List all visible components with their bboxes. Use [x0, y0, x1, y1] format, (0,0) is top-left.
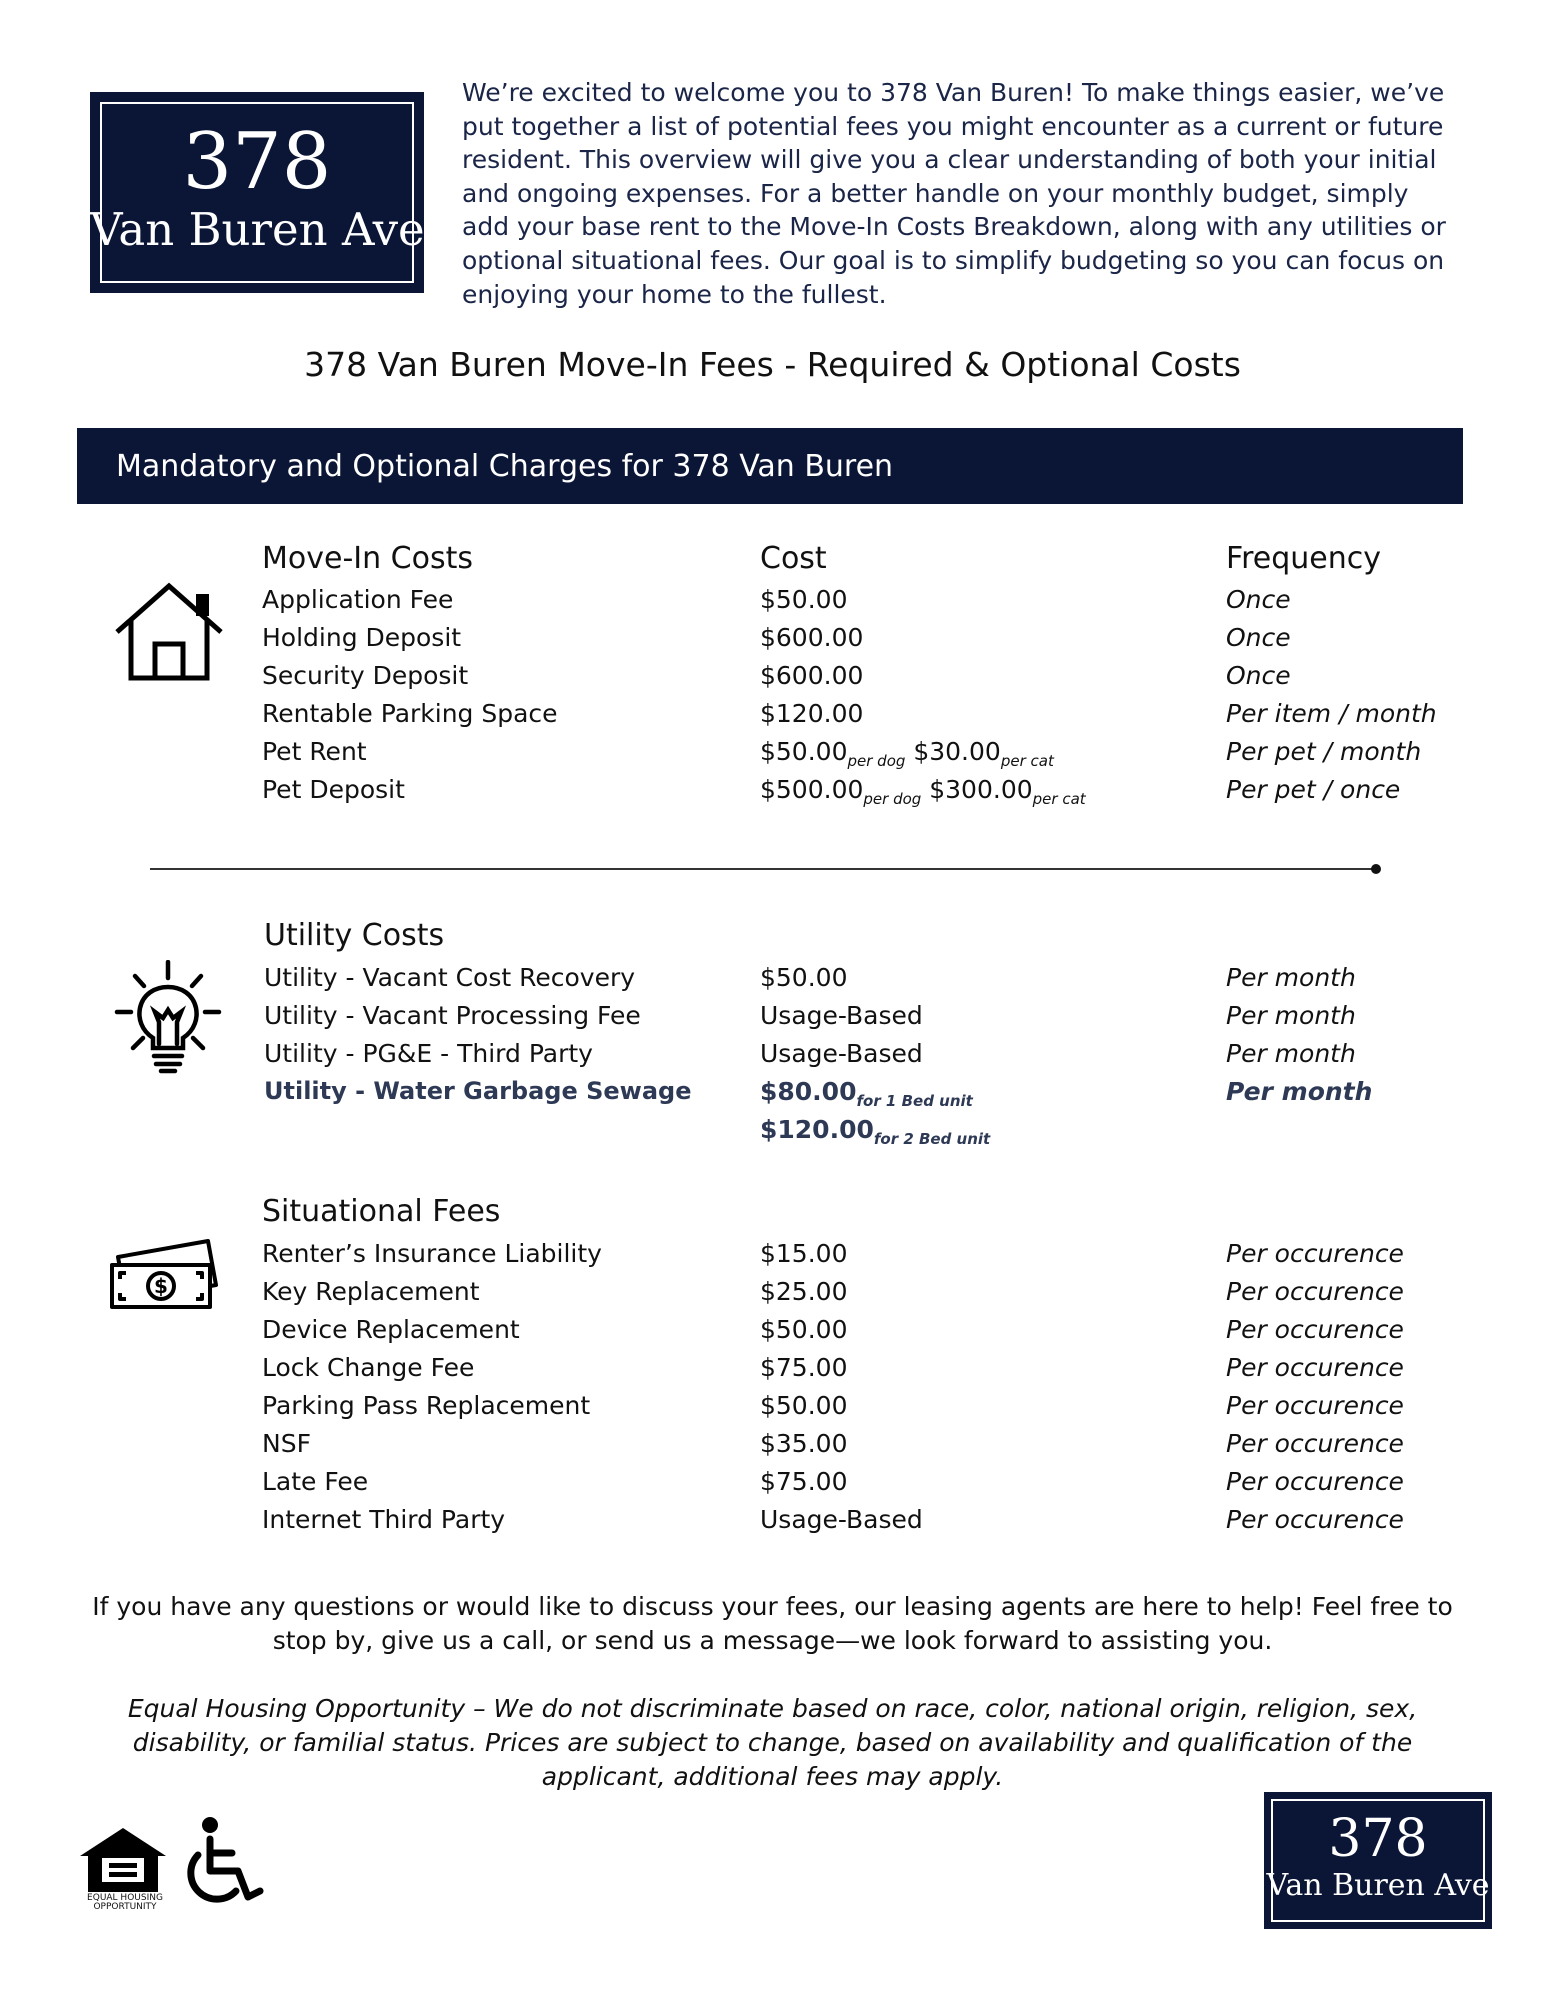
fee-cost: $600.00 — [760, 661, 864, 690]
divider-endpoint — [1371, 864, 1381, 874]
fee-label: Rentable Parking Space — [262, 699, 558, 728]
fee-cost: $35.00 — [760, 1429, 848, 1458]
logo-number: 378 — [1328, 1809, 1428, 1869]
accessibility-icon — [180, 1815, 268, 1915]
fee-label: Utility - PG&E - Third Party — [264, 1039, 593, 1068]
table-row — [0, 699, 1545, 737]
equal-housing-icon — [78, 1826, 168, 1898]
fee-cost: Usage-Based — [760, 1001, 923, 1030]
equal-housing-statement: Equal Housing Opportunity – We do not discriminate based on race, color, national origin, religion, sex, disability, or familial status. Prices are subject to change, based on availability and qualification of the applicant, additional fees may apply. — [127, 1694, 1418, 1791]
fee-frequency: Per occurence — [1226, 1353, 1404, 1382]
cost-dog-qualifier: per dog — [847, 752, 906, 770]
fee-frequency: Per occurence — [1226, 1277, 1404, 1306]
cost-dog: $50.00 — [760, 737, 848, 766]
fee-frequency: Per occurence — [1226, 1315, 1404, 1344]
fee-label: Pet Deposit — [262, 775, 405, 804]
fee-cost: $50.00 — [760, 1315, 848, 1344]
cost-dog: $500.00 — [760, 775, 864, 804]
fee-cost: $75.00 — [760, 1467, 848, 1496]
table-row — [0, 1391, 1545, 1429]
fee-label: Utility - Vacant Cost Recovery — [264, 963, 636, 992]
fee-frequency: Per month — [1226, 1001, 1356, 1030]
logo-bottom — [1264, 1792, 1492, 1929]
fee-label: Internet Third Party — [262, 1505, 506, 1534]
fee-label: Pet Rent — [262, 737, 367, 766]
table-row — [0, 1239, 1545, 1277]
caption-line: EQUAL HOUSING — [87, 1893, 163, 1903]
table-row — [0, 1001, 1545, 1039]
banner-text: Mandatory and Optional Charges for 378 Van Buren — [116, 449, 894, 484]
utility-heading: Utility Costs — [264, 918, 445, 953]
caption-line: OPPORTUNITY — [93, 1902, 157, 1912]
fee-label: Security Deposit — [262, 661, 469, 690]
cost-dog-qualifier: per dog — [863, 790, 922, 808]
fee-frequency: Per occurence — [1226, 1505, 1404, 1534]
cost-cat-qualifier: per cat — [1000, 752, 1054, 770]
section-divider — [150, 868, 1376, 870]
cost-cat: $300.00 — [929, 775, 1033, 804]
fee-cost: $50.00 — [760, 585, 848, 614]
fee-frequency: Once — [1226, 585, 1291, 614]
table-row — [0, 1277, 1545, 1315]
fee-frequency: Per month — [1226, 1039, 1356, 1068]
table-row — [0, 1467, 1545, 1505]
fee-frequency: Per occurence — [1226, 1467, 1404, 1496]
cost-2-bed-qualifier: for 2 Bed unit — [873, 1130, 991, 1148]
fee-label: Lock Change Fee — [262, 1353, 475, 1382]
fee-cost: $75.00 — [760, 1353, 848, 1382]
fee-label: Holding Deposit — [262, 623, 462, 652]
cost-heading: Cost — [760, 541, 827, 576]
fee-label: Device Replacement — [262, 1315, 520, 1344]
table-row — [0, 585, 1545, 623]
cost-cat: $30.00 — [913, 737, 1001, 766]
logo-street: Van Buren Ave — [90, 203, 425, 256]
intro-paragraph: We’re excited to welcome you to 378 Van Buren! To make things easier, we’ve put together a list of potential fees you might encounter as a current or future resident. This overview will give you a clear understanding of both your initial and ongoing expenses. For a better handle on your monthly budget, simply add your base rent to the Move-In Costs Breakdown, along with any utilities or optional situational fees. Our goal is to simplify budgeting so you can focus on enjoying your home to the fullest. — [462, 78, 1446, 309]
fee-cost — [760, 1115, 990, 1148]
table-row — [0, 661, 1545, 699]
table-row — [0, 1077, 1545, 1115]
fee-frequency: Per occurence — [1226, 1239, 1404, 1268]
closing-paragraph: If you have any questions or would like to discuss your fees, our leasing agents are here to help! Feel free to stop by, give us a call, or send us a message—we look forward to assisting you. — [92, 1592, 1453, 1655]
frequency-heading: Frequency — [1226, 541, 1381, 576]
fee-cost: $120.00 — [760, 699, 864, 728]
fee-cost — [760, 1077, 973, 1110]
table-row — [0, 1315, 1545, 1353]
fee-label: Renter’s Insurance Liability — [262, 1239, 602, 1268]
fee-cost: Usage-Based — [760, 1039, 923, 1068]
table-row — [0, 963, 1545, 1001]
table-row — [0, 623, 1545, 661]
fee-frequency: Per month — [1226, 1077, 1373, 1106]
svg-text:$: $ — [154, 1274, 168, 1298]
fee-cost — [760, 775, 1086, 808]
table-row — [0, 775, 1545, 813]
fee-frequency: Per month — [1226, 963, 1356, 992]
cost-cat-qualifier: per cat — [1032, 790, 1086, 808]
cost-1-bed: $80.00 — [760, 1077, 857, 1106]
fee-cost: $50.00 — [760, 963, 848, 992]
table-row — [0, 1353, 1545, 1391]
table-row — [0, 1429, 1545, 1467]
fee-cost — [760, 737, 1054, 770]
logo-top — [90, 92, 424, 293]
table-row — [0, 1039, 1545, 1077]
fee-frequency: Once — [1226, 623, 1291, 652]
fee-label: NSF — [262, 1429, 311, 1458]
table-row-continuation — [0, 1115, 1545, 1153]
fee-label: Late Fee — [262, 1467, 369, 1496]
fee-cost: $25.00 — [760, 1277, 848, 1306]
fee-frequency: Per item / month — [1226, 699, 1437, 728]
fee-frequency: Once — [1226, 661, 1291, 690]
move-in-heading: Move-In Costs — [262, 541, 473, 576]
situational-heading: Situational Fees — [262, 1194, 501, 1229]
cost-2-bed: $120.00 — [760, 1115, 874, 1144]
table-row — [0, 1505, 1545, 1543]
logo-street: Van Buren Ave — [1266, 1868, 1490, 1903]
fee-frequency: Per pet / once — [1226, 775, 1401, 804]
fee-cost: $50.00 — [760, 1391, 848, 1420]
equal-housing-caption — [80, 1894, 170, 1912]
fee-label: Utility - Water Garbage Sewage — [264, 1077, 692, 1105]
section-banner — [77, 428, 1463, 504]
fee-label: Application Fee — [262, 585, 454, 614]
fee-cost: $600.00 — [760, 623, 864, 652]
fee-label: Parking Pass Replacement — [262, 1391, 591, 1420]
table-row — [0, 737, 1545, 775]
fee-frequency: Per occurence — [1226, 1429, 1404, 1458]
fee-cost: Usage-Based — [760, 1505, 923, 1534]
cost-1-bed-qualifier: for 1 Bed unit — [856, 1092, 973, 1110]
fee-label: Utility - Vacant Processing Fee — [264, 1001, 641, 1030]
document-title: 378 Van Buren Move-In Fees - Required & Optional Costs — [304, 345, 1241, 384]
fee-frequency: Per occurence — [1226, 1391, 1404, 1420]
logo-number: 378 — [182, 117, 332, 207]
fee-frequency: Per pet / month — [1226, 737, 1422, 766]
fee-cost: $15.00 — [760, 1239, 848, 1268]
fee-label: Key Replacement — [262, 1277, 480, 1306]
